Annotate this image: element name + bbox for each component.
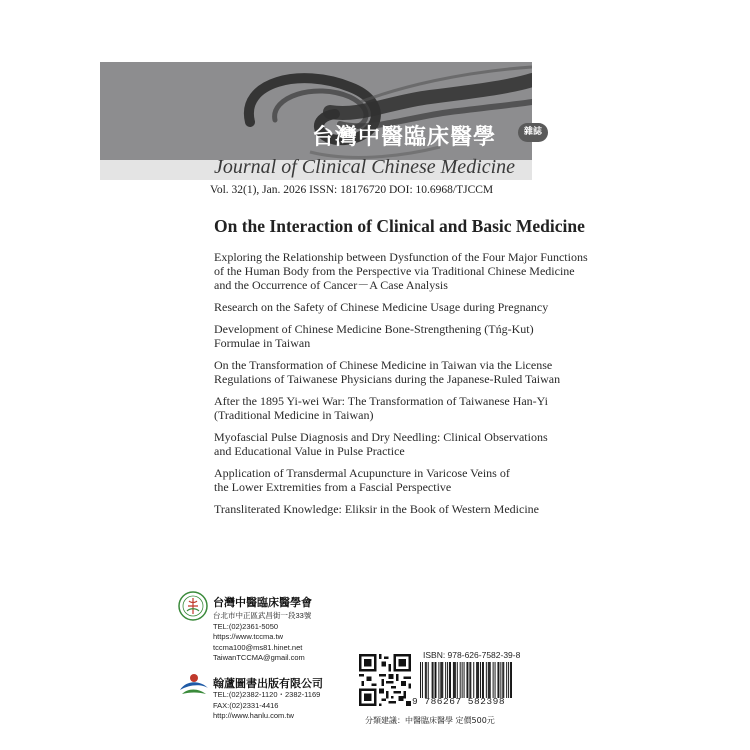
barcode-bar bbox=[435, 662, 436, 698]
classification-price: 分類建議：中醫臨床醫學 定價500元 bbox=[365, 716, 495, 725]
article-item bbox=[214, 322, 634, 350]
barcode-bar bbox=[428, 662, 429, 698]
barcode-bar bbox=[455, 662, 456, 698]
publisher-logo-icon bbox=[178, 672, 210, 698]
article-line: and the Occurrence of Cancer－A Case Analysis bbox=[214, 278, 448, 292]
journal-title-chinese: 台灣中醫臨床醫學 bbox=[312, 125, 497, 150]
barcode-bar bbox=[441, 662, 442, 698]
article-item bbox=[214, 394, 634, 422]
article-line: Research on the Safety of Chinese Medicine Usage during Pregnancy bbox=[214, 300, 549, 314]
article-line: (Traditional Medicine in Taiwan) bbox=[214, 408, 374, 422]
barcode-bar bbox=[420, 662, 421, 698]
barcode-bar bbox=[502, 662, 503, 698]
barcode-bar bbox=[450, 662, 451, 698]
article-line: of the Human Body from the Perspective via Traditional Chinese Medicine bbox=[214, 264, 575, 278]
article-line: Exploring the Relationship between Dysfunction of the Four Major Functions bbox=[214, 250, 588, 264]
article-item bbox=[214, 466, 634, 494]
article-line: the Lower Extremities from a Fascial Perspective bbox=[214, 480, 452, 494]
association-email: tccma100@ms81.hinet.net bbox=[213, 642, 303, 652]
barcode-bar bbox=[490, 662, 491, 698]
barcode-bar bbox=[473, 662, 474, 698]
barcode-bar bbox=[433, 662, 434, 698]
journal-badge: 雜誌 bbox=[518, 123, 548, 142]
barcode-bar bbox=[506, 662, 507, 698]
barcode-bar bbox=[493, 662, 494, 698]
barcode-bar bbox=[497, 662, 498, 698]
barcode-bar bbox=[480, 662, 481, 698]
barcode-bar bbox=[442, 662, 443, 698]
barcode-bar bbox=[422, 662, 423, 698]
article-line: Application of Transdermal Acupuncture in Varicose Veins of bbox=[214, 466, 510, 480]
association-website: https://www.tccma.tw bbox=[213, 632, 284, 641]
article-line: After the 1895 Yi-wei War: The Transformation of Taiwanese Han-Yi bbox=[214, 394, 549, 408]
barcode-bar bbox=[488, 662, 489, 698]
barcode-bar bbox=[510, 662, 511, 698]
issue-title: On the Interaction of Clinical and Basic Medicine bbox=[214, 216, 585, 236]
barcode-bar bbox=[482, 662, 483, 698]
article-line: Transliterated Knowledge: Eliksir in the Book of Western Medicine bbox=[214, 502, 539, 516]
barcode-bar bbox=[454, 662, 455, 698]
association-email: TaiwanTCCMA@gmail.com bbox=[213, 653, 305, 662]
article-item bbox=[214, 502, 634, 516]
barcode-bar bbox=[508, 662, 509, 698]
barcode-bar bbox=[503, 662, 504, 698]
barcode-bar bbox=[438, 662, 439, 698]
association-seal-icon bbox=[178, 591, 208, 621]
publisher-website: http://www.hanlu.com.tw bbox=[213, 711, 294, 720]
barcode-bar bbox=[464, 662, 465, 698]
barcode-bar bbox=[460, 662, 461, 698]
barcode-bar bbox=[457, 662, 458, 698]
article-line: Formulae in Taiwan bbox=[214, 336, 311, 350]
barcode-bar bbox=[445, 662, 446, 698]
barcode-digits: 9 786267 582398 bbox=[412, 696, 506, 707]
barcode-bar bbox=[476, 662, 477, 698]
article-item bbox=[214, 430, 634, 458]
association-address: 台北市中正區武昌街一段33號 bbox=[213, 611, 312, 620]
barcode-bar bbox=[426, 662, 427, 698]
barcode-bar bbox=[440, 662, 441, 698]
barcode-bar bbox=[489, 662, 490, 698]
journal-meta: Vol. 32(1), Jan. 2026 ISSN: 18176720 DOI: 10.6968/TJCCM bbox=[210, 184, 494, 196]
barcode-bar bbox=[466, 662, 467, 698]
barcode-bar bbox=[447, 662, 448, 698]
barcode-bar bbox=[432, 662, 433, 698]
article-line: Myofascial Pulse Diagnosis and Dry Needling: Clinical Observations bbox=[214, 430, 548, 444]
barcode-bar bbox=[483, 662, 484, 698]
article-line: and Educational Value in Pulse Practice bbox=[214, 444, 405, 458]
association-tel: TEL:(02)2361-5050 bbox=[213, 621, 279, 631]
article-line: Regulations of Taiwanese Physicians during the Japanese-Ruled Taiwan bbox=[214, 372, 561, 386]
barcode-icon bbox=[420, 662, 512, 698]
barcode-bar bbox=[495, 662, 496, 698]
article-item bbox=[214, 300, 634, 314]
barcode-bar bbox=[462, 662, 463, 698]
isbn-label: ISBN: 978-626-7582-39-8 bbox=[423, 650, 521, 660]
publisher-name: 翰蘆圖書出版有限公司 bbox=[213, 677, 323, 690]
barcode-bar bbox=[469, 662, 470, 698]
article-line: On the Transformation of Chinese Medicine in Taiwan via the License bbox=[214, 358, 553, 372]
barcode-bar bbox=[453, 662, 454, 698]
barcode-bar bbox=[500, 662, 501, 698]
publisher-fax: FAX:(02)2331-4416 bbox=[213, 700, 279, 710]
barcode-bar bbox=[435, 662, 436, 698]
association-contact bbox=[213, 611, 311, 664]
qr-code-icon[interactable] bbox=[359, 654, 411, 706]
article-list bbox=[214, 250, 634, 524]
barcode-bar bbox=[478, 662, 479, 698]
journal-title-english: Journal of Clinical Chinese Medicine bbox=[214, 156, 516, 178]
article-item bbox=[214, 358, 634, 386]
barcode-bar bbox=[449, 662, 450, 698]
barcode-bar bbox=[511, 662, 512, 698]
barcode-bar bbox=[425, 662, 426, 698]
publisher-contact bbox=[213, 690, 320, 722]
barcode-bar bbox=[486, 662, 487, 698]
barcode-bar bbox=[467, 662, 468, 698]
barcode-bar bbox=[498, 662, 499, 698]
barcode-bar bbox=[470, 662, 471, 698]
article-line: Development of Chinese Medicine Bone-Strengthening (Tńg-Kut) bbox=[214, 322, 534, 336]
barcode-bar bbox=[477, 662, 478, 698]
association-name: 台灣中醫臨床醫學會 bbox=[213, 596, 312, 609]
article-item bbox=[214, 250, 634, 292]
publisher-tel: TEL:(02)2382-1120・2382-1169 bbox=[213, 690, 321, 699]
